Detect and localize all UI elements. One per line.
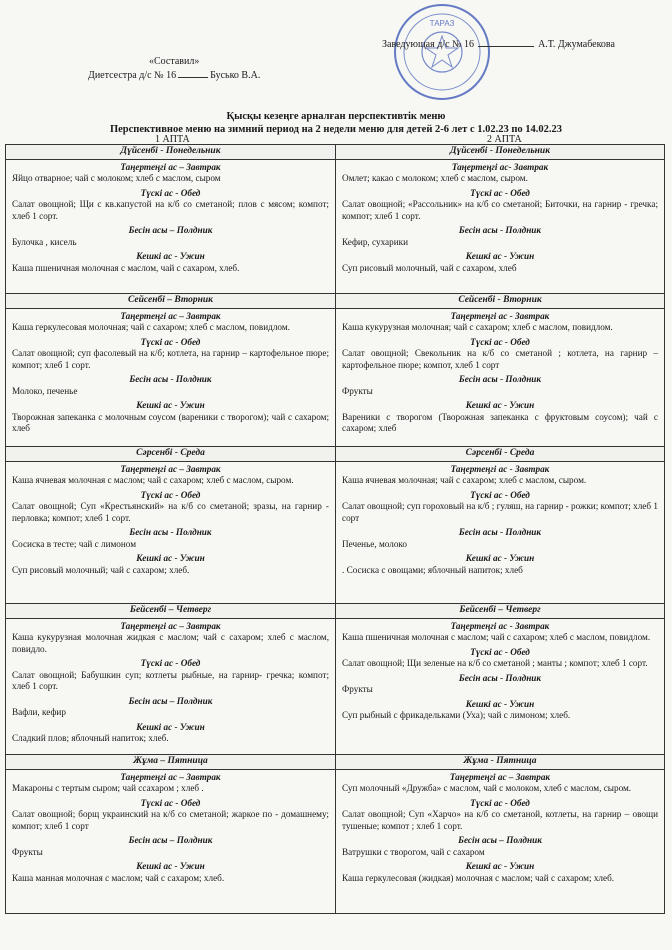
day-row xyxy=(6,754,664,913)
meal-text: Салат овощной; Щи зеленые на к/б со сметаной ; манты ; компот; хлеб 1 сорт. xyxy=(342,658,648,668)
day-heading: Бейсенбі – Четверг xyxy=(336,604,664,619)
meal-block xyxy=(12,621,329,656)
meal-text: Суп рисовый молочный, чай с сахаром, хлеб xyxy=(342,262,517,273)
meal-name: Түскі ас - Обед xyxy=(470,187,530,198)
approved-title: Заведующая д/с № 16 xyxy=(382,39,475,50)
title-kz: Қысқы кезеңге арналған перспективтік меню xyxy=(226,111,446,122)
day-heading: Сейсенбі - Вторник xyxy=(336,294,664,309)
meal-name: Таңертеңгі ас – Завтрак xyxy=(449,771,551,782)
meal-block xyxy=(342,337,658,372)
day-heading: Дүйсенбі - Понедельник xyxy=(6,145,335,160)
meal-block xyxy=(12,251,329,274)
meal-block xyxy=(342,527,658,550)
composed-role: Диетсестра д/с № 16 xyxy=(88,70,177,81)
day-row xyxy=(6,145,664,293)
meal-block xyxy=(12,798,329,833)
meal-text: Ватрушки с творогом, чай с сахаром xyxy=(342,846,485,857)
meal-name: Бесін асы – Полдник xyxy=(458,835,542,845)
meal-block xyxy=(342,772,658,795)
composed-label: «Составил» xyxy=(148,56,200,67)
meal-block xyxy=(12,162,329,185)
meal-block xyxy=(342,311,658,334)
week1-day-cell xyxy=(6,145,335,293)
meal-text: Каша пшеничная молочная с маслом; чай с сахаром; хлеб с маслом, повидлом. xyxy=(342,632,651,642)
meal-block xyxy=(342,464,658,487)
meal-name: Түскі ас - Обед xyxy=(140,187,201,198)
day-heading: Жұма – Пятница xyxy=(6,755,335,770)
week1-day-cell xyxy=(6,294,335,446)
meal-block xyxy=(12,400,329,435)
stamp-text: ТАРАЗ xyxy=(429,19,455,28)
meal-text: Каша манная молочная с маслом; чай с сахаром; хлеб. xyxy=(12,872,225,883)
meal-block xyxy=(12,188,329,223)
week2-label: 2 АПТА xyxy=(487,134,522,145)
meal-text: Каша геркулесовая (жидкая) молочная с маслом; чай с сахаром; хлеб. xyxy=(342,872,615,883)
meal-text: Каша кукурузная молочная жидкая с маслом; чай с сахаром; хлеб с маслом, повидло. xyxy=(12,632,329,654)
composed-name: Бусько В.А. xyxy=(210,70,261,81)
meal-name: Таңертеңгі ас – Завтрак xyxy=(120,620,221,631)
day-row xyxy=(6,293,664,446)
meal-block xyxy=(342,553,658,576)
meal-text: Макароны с тертым сыром; чай ссахаром ; хлеб . xyxy=(12,783,204,793)
meal-block xyxy=(342,162,658,185)
meal-text: Суп рыбный с фрикадельками (Уха); чай с лимоном; хлеб. xyxy=(342,710,571,720)
meal-block xyxy=(12,696,329,719)
meal-block xyxy=(12,374,329,397)
meal-text: Фрукты xyxy=(342,385,373,396)
official-stamp xyxy=(392,2,492,102)
meal-text: Каша ячневая молочная с маслом; чай с сахаром; хлеб с маслом, сыром. xyxy=(12,475,294,485)
meal-text: Сладкий плов; яблочный напиток; хлеб. xyxy=(12,733,169,743)
meal-text: Салат овощной; Суп «Харчо» на к/б со сметаной, котлеты, на гарнир – овощи тушеные; компот ; хлеб 1 сорт. xyxy=(342,809,658,831)
document-title xyxy=(0,110,672,136)
meal-text: Печенье, молоко xyxy=(342,538,408,549)
meal-name: Бесін асы - Полдник xyxy=(129,374,212,384)
meal-text: Вафли, кефир xyxy=(12,707,66,717)
meal-name: Таңертеңгі ас – Завтрак xyxy=(120,310,221,321)
meal-text: Булочка , кисель xyxy=(12,236,77,247)
meal-name: Кешкі ас - Ужин xyxy=(136,721,205,732)
meal-text: Каша кукурузная молочная; чай с сахаром; хлеб с маслом, повидлом. xyxy=(342,322,613,332)
day-heading: Бейсенбі – Четверг xyxy=(6,604,335,619)
meal-text: Салат овощной; Щи с кв.капустой на к/б со сметаной; плов с мясом; компот; хлеб 1 сорт. xyxy=(12,199,329,221)
meal-text: Сосиска в тесте; чай с лимоном xyxy=(12,538,137,549)
meal-name: Таңертеңгі ас- Завтрак xyxy=(451,161,549,172)
meal-text: Каша геркулесовая молочная; чай с сахаром; хлеб с маслом, повидлом. xyxy=(12,322,290,332)
meal-name: Түскі ас - Обед xyxy=(470,646,530,657)
meal-text: Омлет; какао с молоком; хлеб с маслом, сыром. xyxy=(342,173,528,183)
meal-name: Таңертеңгі ас - Завтрак xyxy=(450,310,550,321)
meal-name: Бесін асы - Полдник xyxy=(458,527,542,537)
week2-day-cell xyxy=(335,755,664,913)
meal-text: Суп молочный «Дружба» с маслом, чай с молоком, хлеб с маслом, сыром. xyxy=(342,783,632,793)
meal-name: Түскі ас - Обед xyxy=(140,797,201,808)
signature-line xyxy=(478,46,534,47)
meal-block xyxy=(342,647,658,670)
meal-name: Кешкі ас - Ужин xyxy=(465,553,535,563)
meal-block xyxy=(12,861,329,884)
meal-text: Каша ячневая молочная; чай с сахаром; хлеб с маслом, сыром. xyxy=(342,475,587,485)
composed-block xyxy=(88,55,260,83)
meal-name: Кешкі ас - Ужин xyxy=(136,251,205,261)
week1-day-cell xyxy=(6,755,335,913)
week2-day-cell xyxy=(335,294,664,446)
week1-label: 1 АПТА xyxy=(155,134,190,145)
meal-name: Таңертеңгі ас – Завтрак xyxy=(120,463,221,474)
meal-text: Яйцо отварное; чай с молоком; хлеб с маслом, сыром xyxy=(12,173,221,183)
day-row xyxy=(6,446,664,603)
day-heading: Сәрсенбі - Среда xyxy=(336,447,664,462)
day-heading: Жұма - Пятница xyxy=(336,755,664,770)
meal-block xyxy=(12,225,329,248)
meal-text: Фрукты xyxy=(342,684,373,694)
meal-block xyxy=(342,188,658,223)
day-heading: Сейсенбі – Вторник xyxy=(6,294,335,309)
meal-name: Түскі ас - Обед xyxy=(470,489,530,500)
meal-name: Бесін асы - Полдник xyxy=(129,527,212,537)
meal-block xyxy=(12,658,329,693)
meal-text: Суп рисовый молочный; чай с сахаром; хлеб. xyxy=(12,564,190,575)
meal-name: Түскі ас - Обед xyxy=(470,336,530,347)
meal-name: Кешкі ас - Ужин xyxy=(465,861,535,871)
meal-text: Вареники с творогом (Творожная запеканка с фруктовым соусом); чай с сахаром; хлеб xyxy=(342,411,658,433)
meal-block xyxy=(342,621,658,644)
meal-block xyxy=(12,772,329,795)
meal-block xyxy=(342,225,658,248)
signature-line xyxy=(178,77,208,78)
week2-day-cell xyxy=(335,145,664,293)
meal-block xyxy=(342,835,658,858)
meal-name: Таңертеңгі ас – Завтрак xyxy=(120,771,221,782)
meal-name: Таңертеңгі ас - Завтрак xyxy=(450,463,550,474)
meal-block xyxy=(12,311,329,334)
meal-block xyxy=(342,251,658,274)
meal-text: Салат овощной; Свекольник на к/б со сметаной ; котлета, на гарнир – картофельное пюре; компот, хлеб 1 сорт xyxy=(342,348,658,370)
meal-name: Түскі ас - Обед xyxy=(140,489,201,500)
meal-name: Бесін асы – Полдник xyxy=(128,225,213,235)
meal-name: Бесін асы - Полдник xyxy=(458,225,542,235)
meal-block xyxy=(12,835,329,858)
meal-text: Молоко, печенье xyxy=(12,385,78,396)
meal-name: Кешкі ас - Ужин xyxy=(136,400,205,410)
meal-name: Түскі ас - Обед xyxy=(140,658,201,668)
meal-block xyxy=(12,490,329,525)
meal-block xyxy=(342,673,658,696)
week1-day-cell xyxy=(6,604,335,754)
meal-name: Таңертеңгі ас – Завтрак xyxy=(120,161,221,172)
meal-text: . Сосиска с овощами; яблочный напиток; хлеб xyxy=(342,564,523,575)
week2-day-cell xyxy=(335,604,664,754)
meal-name: Бесін асы – Полдник xyxy=(128,835,213,845)
meal-block xyxy=(342,400,658,435)
meal-block xyxy=(342,374,658,397)
approved-name: А.Т. Джумабекова xyxy=(538,39,615,50)
meal-block xyxy=(12,337,329,372)
meal-block xyxy=(12,464,329,487)
meal-text: Салат овощной; Суп «Крестьянский» на к/б со сметаной; зразы, на гарнир - перловка; компот; хлеб 1 сорт. xyxy=(12,501,329,523)
approval-block xyxy=(382,38,615,52)
meal-block xyxy=(12,722,329,745)
day-row xyxy=(6,603,664,754)
meal-name: Таңертеңгі ас - Завтрак xyxy=(450,620,550,631)
meal-name: Кешкі ас - Ужин xyxy=(465,698,535,709)
menu-table xyxy=(5,144,665,914)
meal-name: Кешкі ас - Ужин xyxy=(465,400,535,410)
meal-name: Кешкі ас - Ужин xyxy=(465,251,535,261)
meal-name: Бесін асы – Полдник xyxy=(128,695,213,706)
meal-text: Салат овощной; «Рассольник» на к/б со сметаной; Биточки, на гарнир - гречка; компот; хлеб 1 сорт. xyxy=(342,199,658,221)
meal-block xyxy=(12,527,329,550)
meal-text: Салат овощной; суп фасолевый на к/б; котлета, на гарнир – картофельное пюре; компот; хлеб 1 сорт. xyxy=(12,348,329,370)
meal-name: Түскі ас - Обед xyxy=(470,797,530,808)
meal-name: Бесін асы - Полдник xyxy=(458,672,542,683)
meal-text: Фрукты xyxy=(12,846,43,857)
meal-name: Бесін асы - Полдник xyxy=(458,374,542,384)
meal-text: Творожная запеканка с молочным соусом (вареники с творогом); чай с сахаром; хлеб xyxy=(12,411,329,433)
meal-text: Салат овощной; Бабушкин суп; котлеты рыбные, на гарнир- гречка; компот; хлеб 1 сорт. xyxy=(12,669,329,691)
meal-block xyxy=(342,798,658,833)
meal-name: Түскі ас - Обед xyxy=(140,336,201,347)
meal-block xyxy=(12,553,329,576)
week2-day-cell xyxy=(335,447,664,603)
week1-day-cell xyxy=(6,447,335,603)
title-ru: Перспективное меню на зимний период на 2 недели меню для детей 2-6 лет с 1.02.23 по 14.02.23 xyxy=(109,124,563,135)
day-heading: Сәрсенбі - Среда xyxy=(6,447,335,462)
meal-block xyxy=(342,490,658,525)
meal-name: Кешкі ас - Ужин xyxy=(136,861,205,871)
meal-block xyxy=(342,861,658,884)
day-heading: Дүйсенбі - Понедельник xyxy=(336,145,664,160)
meal-text: Каша пшеничная молочная с маслом, чай с сахаром, хлеб. xyxy=(12,262,240,273)
meal-text: Салат овощной; борщ украинский на к/б со сметаной; жаркое по - домашнему; компот; хлеб 1 сорт xyxy=(12,809,329,831)
meal-name: Кешкі ас - Ужин xyxy=(136,553,205,563)
meal-text: Кефир, сухарики xyxy=(342,236,409,247)
meal-text: Салат овощной; суп гороховый на к/б ; гуляш, на гарнир - рожки; компот; хлеб 1 сорт xyxy=(342,501,658,523)
meal-block xyxy=(342,699,658,722)
